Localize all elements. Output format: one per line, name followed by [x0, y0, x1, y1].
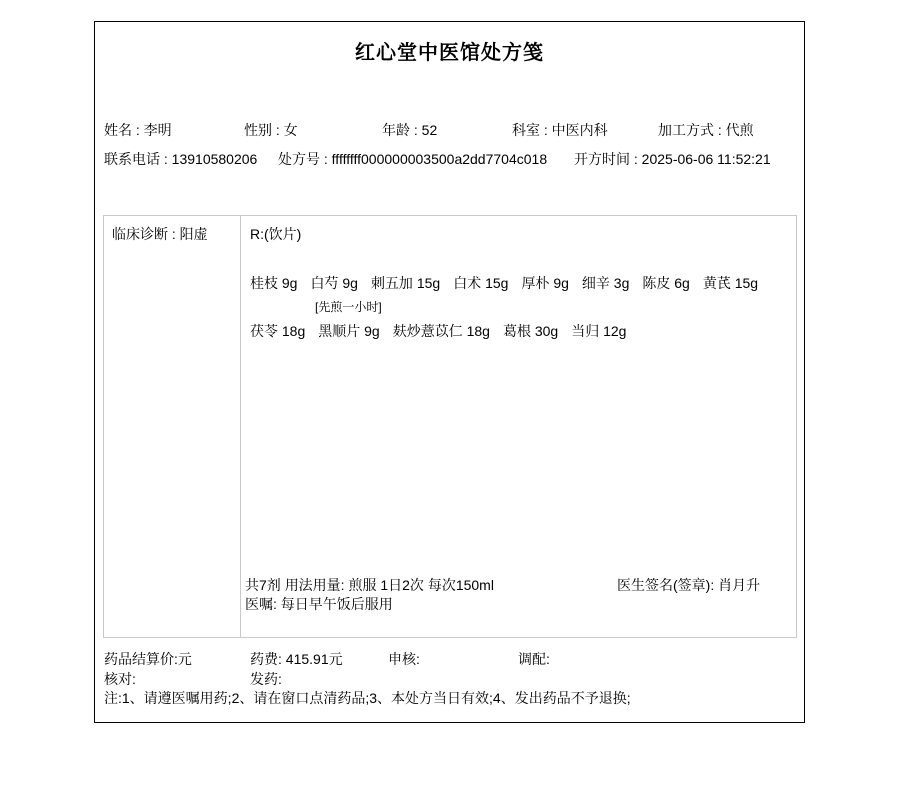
herb-item: 当归 12g: [571, 323, 627, 339]
field-department-value: 中医内科: [551, 122, 608, 138]
field-name-value: 李明: [143, 122, 172, 138]
field-phone: [104, 150, 257, 168]
prescription-box-divider: [240, 215, 241, 638]
field-name-label: 姓名 :: [104, 122, 140, 138]
field-processing-label: 加工方式 :: [658, 122, 722, 138]
advice-value: 每日早午饭后服用: [280, 596, 393, 612]
dose-count: 共7剂: [245, 577, 281, 593]
herb-item: 黑顺片 9g: [318, 323, 380, 339]
herb-item: 厚朴 9g: [521, 275, 569, 291]
herb-item: 葛根 30g: [502, 323, 559, 339]
page-title: 红心堂中医馆处方笺: [355, 42, 544, 64]
field-department-label: 科室 :: [512, 122, 548, 138]
field-prepare: 调配:: [518, 651, 550, 667]
doctor-signature-name: 肖月升: [718, 577, 761, 593]
field-processing: [658, 121, 754, 139]
field-diagnosis-value: 阳虚: [179, 226, 208, 242]
herbs-line-1: [250, 274, 771, 292]
herbs-line-2: [250, 322, 639, 340]
usage-label: 用法用量:: [284, 577, 345, 593]
field-name: [104, 121, 172, 139]
herb-item: 陈皮 6g: [642, 275, 690, 291]
field-department: [512, 121, 608, 139]
usage-line: [245, 576, 494, 594]
herb-item: 茯苓 18g: [250, 323, 306, 339]
field-rx-time: [574, 150, 771, 168]
field-rx-number-label: 处方号 :: [278, 151, 328, 167]
field-rx-number: [278, 150, 547, 168]
field-settle-price-label: 药品结算价:: [104, 651, 178, 667]
herb-item: 麸炒薏苡仁 18g: [392, 323, 490, 339]
field-rx-time-value: 2025-06-06 11:52:21: [641, 151, 771, 167]
herb-item: 刺五加 15g: [370, 275, 441, 291]
herb-annotation: [先煎一小时]: [315, 300, 382, 314]
field-fee-label: 药费:: [250, 651, 282, 667]
field-phone-label: 联系电话 :: [104, 151, 168, 167]
herb-item: 细辛 3g: [581, 275, 630, 291]
field-dispense: 发药:: [250, 671, 282, 687]
rx-header: R:(饮片): [250, 226, 302, 242]
field-processing-value: 代煎: [725, 122, 754, 138]
field-rx-number-value: ffffffff000000003500a2dd7704c018: [331, 151, 548, 167]
field-diagnosis: [112, 225, 208, 243]
field-gender-value: 女: [283, 122, 298, 138]
field-age-value: 52: [421, 122, 438, 138]
field-fee-value: 415.91元: [285, 651, 343, 667]
field-review: 申核:: [388, 651, 420, 667]
herb-item: 桂枝 9g: [250, 275, 298, 291]
field-settle-price: [104, 650, 192, 668]
field-gender: [244, 121, 298, 139]
field-check: 核对:: [104, 671, 136, 687]
field-rx-time-label: 开方时间 :: [574, 151, 638, 167]
herb-item: 黄芪 15g: [702, 275, 759, 291]
field-diagnosis-label: 临床诊断 :: [112, 226, 176, 242]
advice-line: [245, 595, 393, 613]
field-age-label: 年龄 :: [382, 122, 418, 138]
herb-item: 白术 15g: [453, 275, 509, 291]
field-settle-price-value: 元: [177, 651, 192, 667]
field-gender-label: 性别 :: [244, 122, 280, 138]
doctor-signature: [617, 576, 760, 594]
herb-item: 白芍 9g: [310, 275, 358, 291]
footer-notes: 注:1、请遵医嘱用药;2、请在窗口点清药品;3、本处方当日有效;4、发出药品不予退换;: [104, 690, 631, 706]
field-phone-value: 13910580206: [171, 151, 258, 167]
advice-label: 医嘱:: [245, 596, 277, 612]
usage-value: 煎服 1日2次 每次150ml: [348, 577, 494, 593]
doctor-signature-label: 医生签名(签章):: [617, 577, 715, 593]
field-fee: [250, 650, 343, 668]
field-age: [382, 121, 437, 139]
